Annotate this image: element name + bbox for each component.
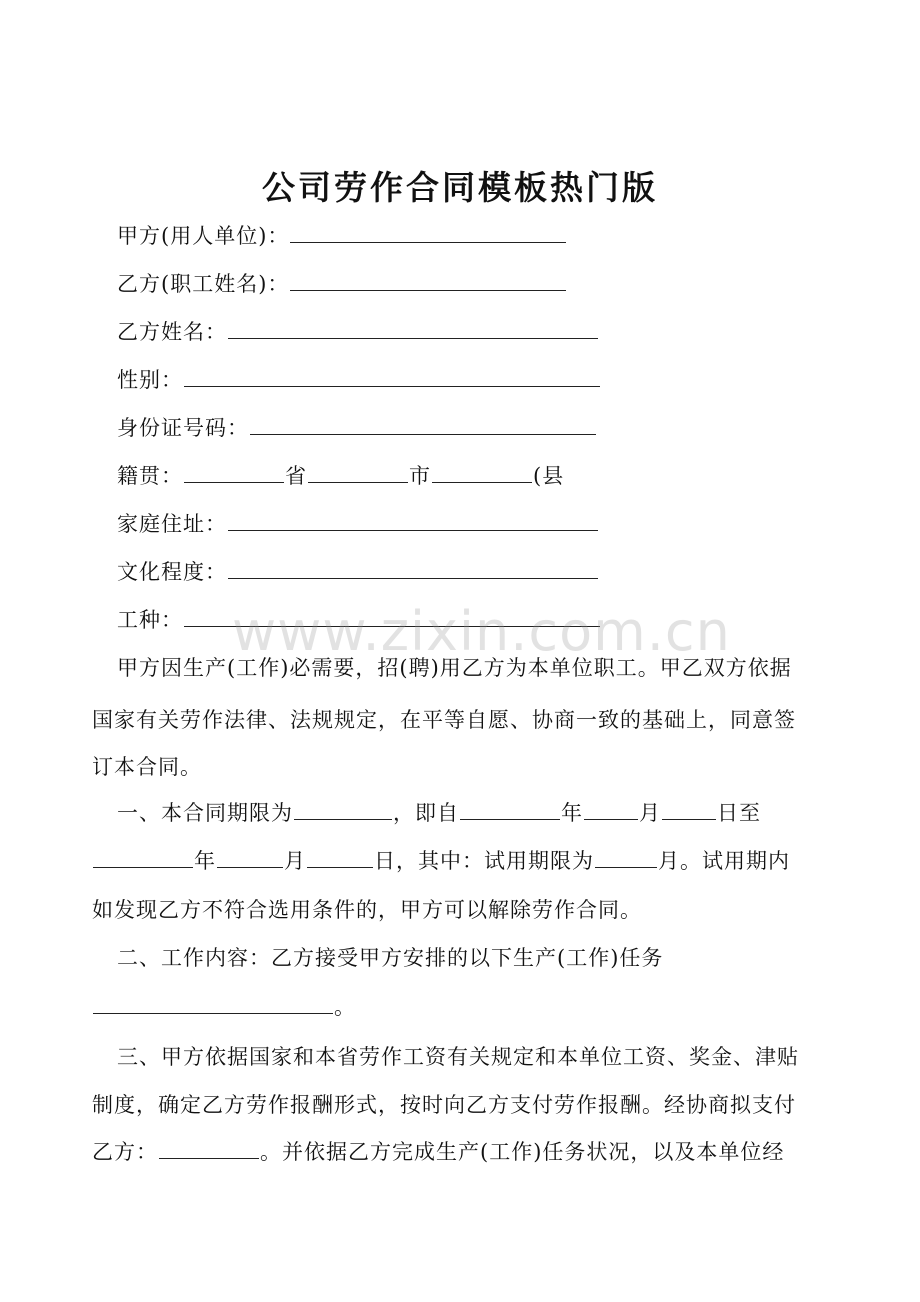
field-label: 性别： (117, 368, 183, 392)
field-b-name (117, 317, 599, 347)
fill-blank (595, 847, 657, 868)
text-run: 月。试用期内 (658, 849, 790, 873)
intro-line-3: 订本合同。 (92, 755, 202, 779)
fill-blank (307, 847, 373, 868)
fill-blank (184, 462, 284, 483)
section-3-line-1: 三、甲方依据国家和本省劳作工资有关规定和本单位工资、奖金、津贴 (117, 1045, 799, 1069)
field-native-place (117, 461, 564, 491)
text-run: 年 (561, 801, 583, 825)
field-label: 家庭住址： (117, 512, 227, 536)
field-label: 甲方(用人单位)： (117, 224, 290, 248)
text-run: 。 (334, 995, 356, 1019)
section-3-line-2: 制度，确定乙方劳作报酬形式，按时向乙方支付劳作报酬。经协商拟支付 (92, 1093, 796, 1117)
field-party-b (117, 269, 567, 299)
section-2-line-2 (92, 992, 356, 1022)
field-address (117, 509, 599, 539)
intro-line-2: 国家有关劳作法律、法规规定，在平等自愿、协商一致的基础上，同意签 (92, 708, 796, 732)
text-run: 月 (284, 849, 306, 873)
fill-blank (432, 462, 532, 483)
fill-blank (184, 366, 600, 387)
fill-blank (159, 1138, 259, 1159)
text-run: 年 (194, 849, 216, 873)
field-job-type (117, 605, 601, 635)
fill-blank (217, 847, 283, 868)
field-party-a (117, 221, 567, 251)
document-title: 公司劳作合同模板热门版 (262, 168, 658, 207)
fill-blank (290, 270, 566, 291)
section-1-line-3: 如发现乙方不符合选用条件的，甲方可以解除劳作合同。 (92, 898, 642, 922)
fill-blank (184, 606, 600, 627)
fill-blank (228, 510, 598, 531)
section-2-line-1: 二、工作内容：乙方接受甲方安排的以下生产(工作)任务 (117, 946, 664, 970)
text-run: 月 (639, 801, 661, 825)
intro-line-1: 甲方因生产(工作)必需要，招(聘)用乙方为本单位职工。甲乙双方依据 (117, 656, 792, 680)
field-label: 籍贯： (117, 464, 183, 488)
fill-blank (93, 847, 193, 868)
fill-blank (662, 799, 716, 820)
city-label: 市 (409, 464, 431, 488)
fill-blank (460, 799, 560, 820)
text-run: 一、本合同期限为 (117, 801, 293, 825)
county-label: (县 (533, 464, 565, 488)
fill-blank (228, 318, 598, 339)
text-run: 乙方： (92, 1140, 158, 1164)
field-label: 工种： (117, 608, 183, 632)
field-label: 文化程度： (117, 560, 227, 584)
field-label: 乙方姓名： (117, 320, 227, 344)
fill-blank (290, 222, 566, 243)
province-label: 省 (285, 464, 307, 488)
fill-blank (294, 799, 392, 820)
section-3-line-3 (92, 1137, 784, 1167)
field-id-number (117, 413, 597, 443)
text-run: 日至 (717, 801, 761, 825)
fill-blank (250, 414, 596, 435)
section-1-line-1 (117, 798, 761, 828)
field-gender (117, 365, 601, 395)
field-education (117, 557, 599, 587)
field-label: 身份证号码： (117, 416, 249, 440)
section-1-line-2 (92, 846, 790, 876)
fill-blank (584, 799, 638, 820)
fill-blank (308, 462, 408, 483)
text-run: 日，其中：试用期限为 (374, 849, 594, 873)
fill-blank (93, 993, 333, 1014)
watermark: www.zixin.com.cn (232, 600, 731, 663)
fill-blank (228, 558, 598, 579)
field-label: 乙方(职工姓名)： (117, 272, 290, 296)
text-run: ，即自 (393, 801, 459, 825)
text-run: 。并依据乙方完成生产(工作)任务状况，以及本单位经 (260, 1140, 785, 1164)
